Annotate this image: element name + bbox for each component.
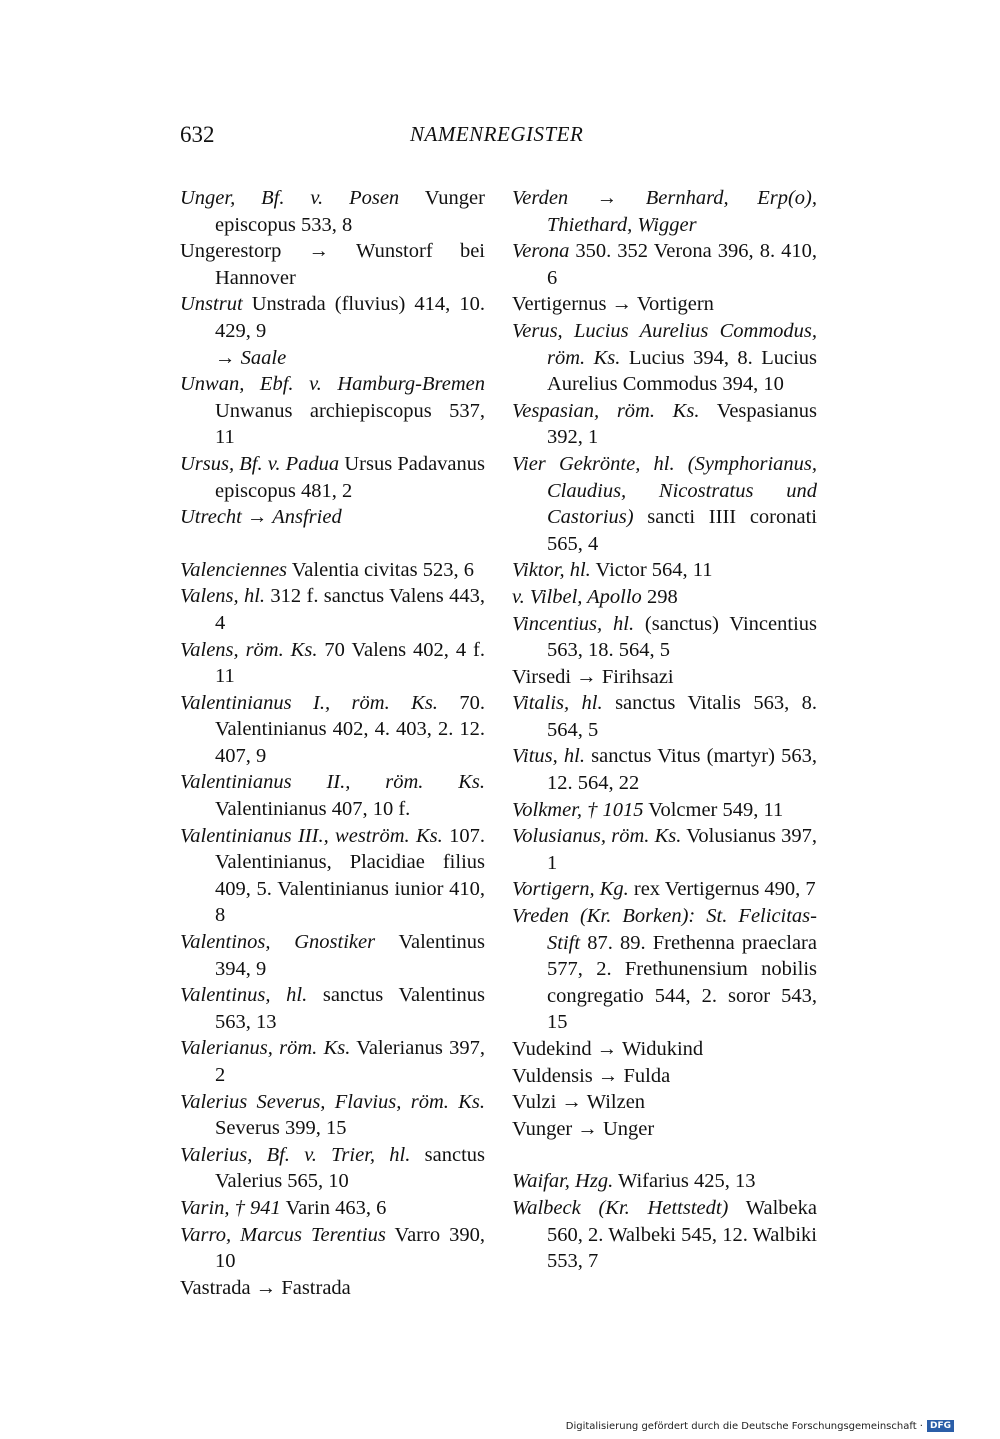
entry-text: sanctus Vitus (martyr) 563, 12. 564, 22 xyxy=(547,745,817,795)
index-entry xyxy=(512,398,817,451)
entry-headword: Vincentius, hl. xyxy=(512,612,635,635)
index-entry xyxy=(512,584,817,611)
entry-headword: Valenciennes xyxy=(180,558,288,581)
footer-text: Digitalisierung gefördert durch die Deutsche Forschungsgemeinschaft · xyxy=(565,1421,923,1432)
entry-text: Walbeka 560, 2. Walbeki 545, 12. Walbiki 553, 7 xyxy=(547,1196,817,1273)
index-entry xyxy=(180,823,485,929)
entry-headword: Valerius, Bf. v. Trier, hl. xyxy=(180,1143,411,1166)
index-entry xyxy=(512,876,817,903)
index-entry xyxy=(512,318,817,398)
right-column xyxy=(512,185,817,1275)
index-entry xyxy=(180,1089,485,1142)
index-entry xyxy=(512,743,817,796)
entry-text: Valerianus 397, 2 xyxy=(215,1037,485,1086)
entry-text: Varin 463, 6 xyxy=(280,1196,387,1219)
index-entry xyxy=(180,769,485,822)
index-entry xyxy=(180,637,485,690)
entry-headword: Unwan, Ebf. v. Hamburg-Bremen xyxy=(180,373,485,396)
entry-text: Varro 390, 10 xyxy=(215,1223,485,1273)
entry-headword: Volkmer, † 1015 xyxy=(512,798,644,821)
entry-headword: Vitus, hl. xyxy=(512,745,585,768)
page-number: 632 xyxy=(180,122,215,147)
entry-headword: Valerius Severus, Flavius, röm. Ks. xyxy=(180,1090,485,1113)
entry-text: 350. 352 Verona 396, 8. 410, 6 xyxy=(547,240,817,289)
index-entry xyxy=(512,1195,817,1275)
index-entry xyxy=(180,451,485,504)
entry-headword: v. Vilbel, Apollo xyxy=(512,585,642,608)
index-entry xyxy=(180,1195,485,1222)
index-entry xyxy=(180,185,485,238)
index-entry xyxy=(180,1035,485,1088)
entry-headword: Varro, Marcus Terentius xyxy=(180,1223,386,1246)
entry-headword: Valentinos, Gnostiker xyxy=(180,931,376,954)
index-entry xyxy=(512,611,817,664)
entry-text: sanctus Vitalis 563, 8. 564, 5 xyxy=(547,692,817,741)
entry-headword: Verona xyxy=(512,240,570,263)
index-entry xyxy=(512,1116,817,1143)
entry-headword: Valens, hl. xyxy=(180,585,266,608)
entry-headword: Utrecht → Ansfried xyxy=(180,506,342,529)
entry-text: 298 xyxy=(641,585,678,608)
index-entry xyxy=(180,238,485,291)
entry-headword: Vreden (Kr. Borken): St. Felicitas-Stift xyxy=(512,905,817,954)
entry-text: 70. Valentinianus 402, 4. 403, 2. 12. 407, 9 xyxy=(215,691,485,767)
entry-headword: Verus, Lucius Aurelius Commodus, röm. Ks. xyxy=(512,319,817,369)
index-entry xyxy=(512,238,817,291)
index-entry xyxy=(512,1063,817,1090)
entry-text: sanctus Valerius 565, 10 xyxy=(215,1143,485,1193)
entry-headword: Valentinianus I., röm. Ks. xyxy=(180,691,438,714)
entry-text: Wifarius 425, 13 xyxy=(613,1170,756,1193)
entry-headword: Vitalis, hl. xyxy=(512,692,603,715)
entry-text: sanctus Valentinus 563, 13 xyxy=(215,984,485,1033)
index-entry xyxy=(512,823,817,876)
index-entry xyxy=(512,185,817,238)
entry-text: Vespasianus 392, 1 xyxy=(547,399,818,449)
entry-headword: Vortigern, Kg. xyxy=(512,878,629,901)
index-entry xyxy=(512,291,817,318)
index-entry xyxy=(180,1142,485,1195)
footer xyxy=(566,1420,954,1432)
entry-text: Vudekind → Widukind xyxy=(512,1038,704,1060)
entry-headword: Valens, röm. Ks. xyxy=(180,638,318,661)
entry-headword: Waifar, Hzg. xyxy=(512,1170,614,1193)
index-entry xyxy=(512,1036,817,1063)
entry-headword: Unger, Bf. v. Posen xyxy=(180,187,400,209)
entry-text: Vunger → Unger xyxy=(512,1117,655,1140)
running-title: NAMENREGISTER xyxy=(410,122,584,146)
entry-text: Valentia civitas 523, 6 xyxy=(287,558,474,581)
entry-headword: Ursus, Bf. v. Padua xyxy=(180,452,340,475)
left-column xyxy=(180,185,485,1301)
index-entry xyxy=(180,371,485,451)
entry-headword: Verden → Bernhard, Erp(o), Thiethard, Wigger xyxy=(512,187,817,236)
entry-text: Vastrada → Fastrada xyxy=(180,1276,351,1299)
entry-text: Ungerestorp → Wunstorf bei Hannover xyxy=(180,240,485,289)
entry-text: sancti IIII coronati 565, 4 xyxy=(547,506,817,555)
entry-text: rex Vertigernus 490, 7 xyxy=(628,878,816,901)
entry-text: 87. 89. Frethenna praeclara 577, 2. Frethunensium nobilis congregatio 544, 2. soror 543, 15 xyxy=(547,931,817,1034)
entry-headword: Vier Gekrönte, hl. (Symphorianus, Claudius, Nicostratus und Castorius) xyxy=(512,452,817,529)
entry-headword: Unstrut xyxy=(180,293,243,316)
entry-text: Vuldensis → Fulda xyxy=(512,1064,671,1087)
index-entry xyxy=(512,903,817,1036)
index-entry xyxy=(180,291,485,344)
index-entry xyxy=(512,451,817,557)
entry-headword: Viktor, hl. xyxy=(512,559,591,582)
entry-headword: Varin, † 941 xyxy=(180,1196,281,1219)
entry-text: Valentinus 394, 9 xyxy=(215,931,485,980)
index-entry xyxy=(512,797,817,824)
entry-text: 70 Valens 402, 4 f. 11 xyxy=(215,638,485,688)
index-entry xyxy=(180,583,485,636)
index-entry xyxy=(180,982,485,1035)
index-entry xyxy=(180,690,485,770)
index-entry xyxy=(512,1168,817,1195)
entry-text: Virsedi → Firihsazi xyxy=(512,665,674,688)
entry-headword: Valerianus, röm. Ks. xyxy=(180,1037,351,1060)
entry-headword: Valentinus, hl. xyxy=(180,984,308,1007)
entry-text: (sanctus) Vincentius 563, 18. 564, 5 xyxy=(547,612,818,662)
entry-text: Lucius 394, 8. Lucius Aurelius Commodus 394, 10 xyxy=(547,346,818,396)
index-entry xyxy=(180,504,485,531)
index-entry xyxy=(512,557,817,584)
entry-text: Vunger episcopus 533, 8 xyxy=(215,187,485,236)
index-entry xyxy=(512,690,817,743)
entry-text: → Saale xyxy=(215,346,287,369)
index-entry xyxy=(180,1222,485,1275)
entry-text: Volcmer 549, 11 xyxy=(643,798,784,821)
entry-text: Unstrada (fluvius) 414, 10. 429, 9 xyxy=(215,293,485,342)
entry-headword: Valentinianus II., röm. Ks. xyxy=(180,771,485,794)
entry-text: Volusianus 397, 1 xyxy=(547,825,817,874)
entry-text: Unwanus archiepiscopus 537, 11 xyxy=(215,399,485,449)
page-header xyxy=(180,122,820,162)
entry-text: Ursus Padavanus episcopus 481, 2 xyxy=(215,452,486,502)
entry-text: Severus 399, 15 xyxy=(215,1117,347,1140)
entry-text: Vulzi → Wilzen xyxy=(512,1091,646,1114)
index-entry xyxy=(180,345,485,372)
entry-headword: Walbeck (Kr. Hettstedt) xyxy=(512,1196,729,1219)
index-entry xyxy=(180,929,485,982)
entry-headword: Valentinianus III., weström. Ks. xyxy=(180,824,443,847)
entry-text: Vertigernus → Vortigern xyxy=(512,293,714,316)
index-entry xyxy=(512,664,817,691)
dfg-logo: DFG xyxy=(927,1420,954,1432)
index-entry xyxy=(180,557,485,584)
entry-headword: Volusianus, röm. Ks. xyxy=(512,825,682,848)
entry-text: 107. Valentinianus, Placidiae filius 409, 5. Valentinianus iunior 410, 8 xyxy=(215,824,486,927)
entry-headword: Vespasian, röm. Ks. xyxy=(512,399,700,422)
index-entry xyxy=(180,1275,485,1302)
entry-text: Victor 564, 11 xyxy=(590,559,713,582)
entry-text: Valentinianus 407, 10 f. xyxy=(215,798,411,821)
entry-text: 312 f. sanctus Valens 443, 4 xyxy=(215,585,485,634)
index-entry xyxy=(512,1089,817,1116)
